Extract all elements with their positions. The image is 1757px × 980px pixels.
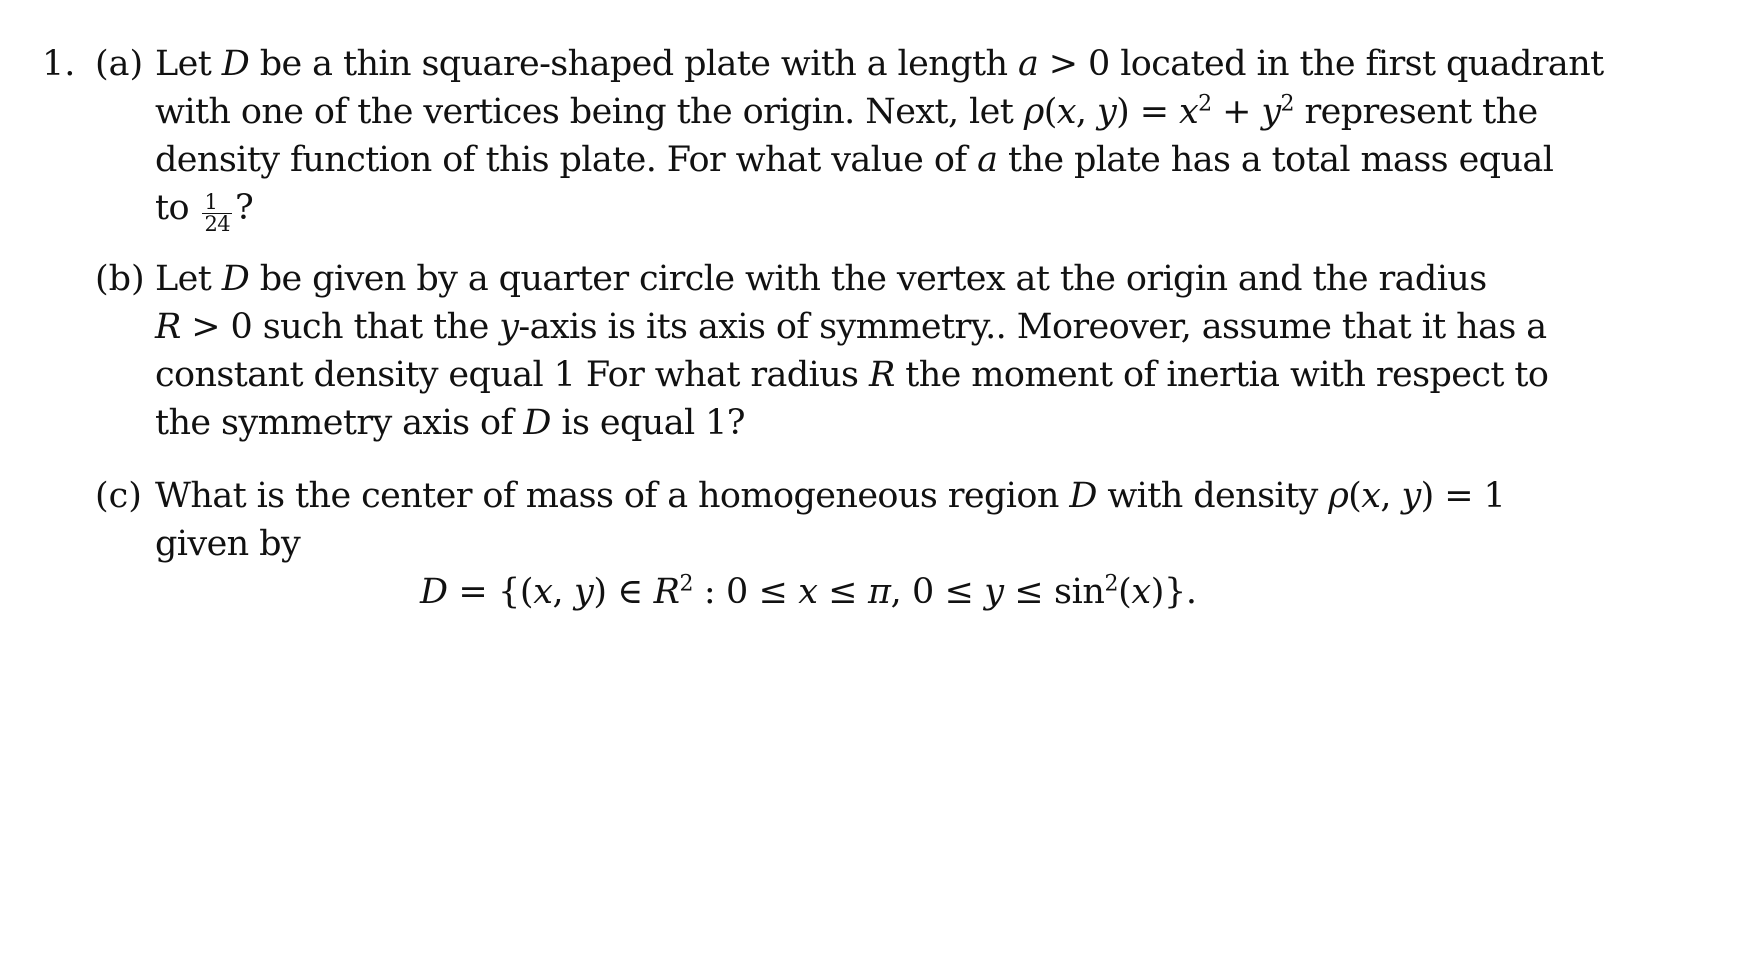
part-a-body: [155, 40, 1604, 236]
part-c-body: [155, 472, 1506, 568]
part-b-line-3: constant density equal 1 For what radius R the moment of inertia with respect to: [155, 355, 1549, 395]
fraction-one-twenty-fourth: [202, 189, 232, 236]
part-b-line-2: R > 0 such that the y-axis is its axis of symmetry.. Moreover, assume that it has a: [155, 307, 1547, 347]
part-a-label: (a): [95, 44, 144, 84]
part-b-label: (b): [95, 259, 145, 299]
part-c-line-2: given by: [155, 524, 301, 564]
part-a-line-1: Let D be a thin square-shaped plate with a length a > 0 located in the first quadrant: [155, 44, 1604, 84]
part-a-line-4: to $\frac{1}{24}$ ?: [155, 188, 254, 236]
display-equation-region-d: D = {(x, y) ∈ $R^2$ : 0 ≤ x ≤ π, $0 \le y \le \sin^2(x)$}.: [420, 571, 1197, 612]
problem-number: 1.: [42, 44, 76, 84]
part-a-line-3: density function of this plate. For what value of a the plate has a total mass equal: [155, 140, 1554, 180]
part-c-label: (c): [95, 476, 142, 516]
fraction-numerator: 1: [202, 192, 232, 214]
part-c-line-1: What is the center of mass of a homogeneous region D with density ρ(x, y) = 1: [155, 476, 1506, 516]
fraction-denominator: 24: [204, 211, 230, 236]
part-a-line-2: with one of the vertices being the origin. Next, let ρ(x, $y) = x^2 + y^2$ represent the: [155, 91, 1538, 132]
part-b-body: [155, 255, 1549, 447]
part-b-line-1: Let D be given by a quarter circle with the vertex at the origin and the radius: [155, 259, 1487, 299]
part-b-line-4: the symmetry axis of D is equal 1?: [155, 403, 745, 443]
